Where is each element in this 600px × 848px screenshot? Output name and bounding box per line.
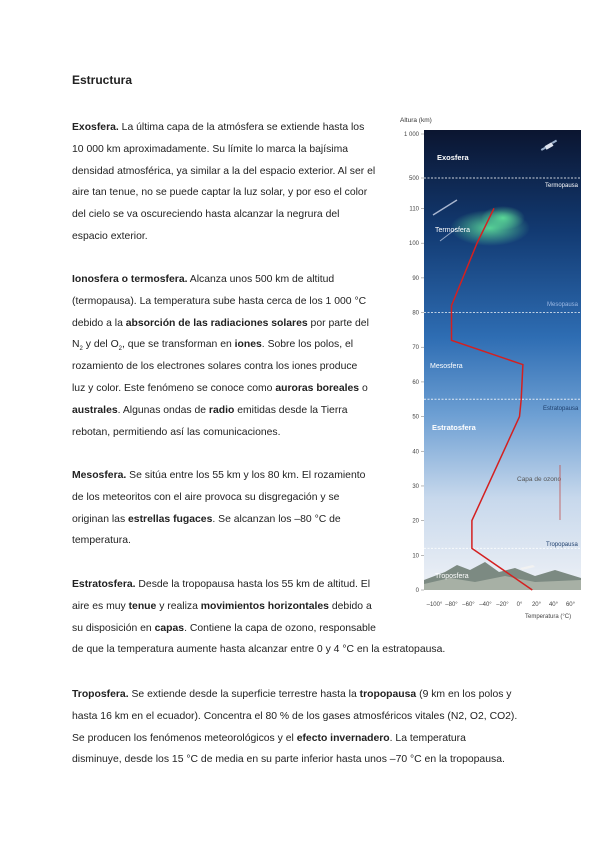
subscript: 2 [79,346,83,353]
bold-term: tenue [128,600,157,612]
text-segment: , que se transforman en [122,339,235,351]
text-segment: Se extiende desde la superficie terrestre hasta la [128,689,360,700]
text-segment: Alcanza unos 500 km de altitud [187,274,335,285]
label-estratopausa: Estratopausa [543,406,579,412]
text-segment: . Algunas ondas de [117,404,209,416]
x-tick-label: 40° [548,602,559,608]
text-line [72,400,369,422]
subscript: 2 [118,346,123,353]
y-tick-label: 0 [415,588,419,594]
text-segment: emitidas desde la Tierra [234,404,348,416]
y-ticks [404,132,424,594]
text-line [72,334,369,356]
bold-term: capas [154,622,185,634]
y-tick-label: 80 [412,310,419,317]
text-line [72,378,369,400]
x-tick-label: 60° [565,602,576,608]
y-tick-label: 70 [412,345,419,352]
text-segment: debido a la [72,317,126,329]
text-line: disminuye, desde los 15 °C de media en su parte inferior hasta unos –70 °C en la tropopausa. [72,754,505,766]
text-line [72,117,375,139]
text-segment: (9 km en los polos y [416,689,512,700]
term-ionosfera: Ionosfera o termosfera. [72,274,188,285]
text-line [72,465,365,487]
text-segment: debido a [328,600,372,612]
y-tick-label: 1 000 [403,132,419,138]
label-estratosfera: Estratosfera [432,423,476,432]
text-segment: o [359,382,368,394]
y-tick-label: 40 [412,449,419,456]
bold-term: tropopausa [359,689,417,700]
x-tick-label: –60° [462,602,475,608]
paragraph-troposfera [72,684,517,771]
text-segment: y realiza [156,600,201,612]
text-segment: luz y color. Este fenómeno se conoce como [72,382,276,394]
text-segment: . La temperatura [389,732,466,744]
aurora-glow [481,206,525,230]
text-line: rozamiento de los electrones solares contra los iones produce [72,361,358,373]
bold-term: efecto invernadero [296,732,390,744]
term-estratosfera: Estratosfera. [72,579,136,590]
text-line: (termopausa). La temperatura sube hasta cerca de los 1 000 °C [72,295,367,307]
text-line: del cielo se va oscureciendo hasta alcanzar la negrura del [72,209,340,221]
text-line: densidad atmosférica, ya similar a la del espacio exterior. Al ser el [72,165,376,177]
text-segment: Se producen los fenómenos meteorológicos y el [72,732,297,744]
x-tick-label: –40° [479,602,492,608]
bold-term: radio [208,404,235,416]
label-tropopausa: Tropopausa [546,542,578,548]
x-tick-label: 20° [531,602,542,608]
text-line: de que la temperatura aumente hasta alcanzar entre 0 y 4 °C en la estratopausa. [72,644,446,656]
text-line [72,596,445,618]
text-segment: . Sobre los polos, el [261,339,354,351]
y-tick-label: 90 [412,275,419,282]
bold-term: australes [72,404,118,416]
text-line [72,618,445,640]
y-tick-label: 500 [408,176,419,182]
label-troposfera: Troposfera [435,573,469,580]
paragraph-ionosfera [72,269,369,443]
text-line: 10 000 km aproximadamente. Su límite lo marca la bajísima [72,143,349,155]
text-line: hasta 16 km en el ecuador). Concentra el 80 % de los gases atmosféricos vitales (N2, O2, CO2). [72,710,518,722]
text-segment: . Se alcanzan los –80 °C de [212,513,341,525]
x-axis-label: Temperatura (°C) [525,614,572,620]
label-exosfera: Exosfera [437,153,469,162]
text-line: de los meteoritos con el aire provoca su disgregación y se [72,491,340,503]
term-exosfera: Exosfera. [72,122,119,133]
x-tick-label: –20° [496,602,509,608]
page-heading: Estructura [72,73,133,87]
text-line [72,269,369,291]
text-line [72,684,517,706]
text-segment: originan las [72,513,129,525]
bold-term: iones [234,339,262,351]
text-segment: Se sitúa entre los 55 km y los 80 km. El rozamiento [126,470,366,481]
text-line [72,728,517,750]
x-tick-label: –80° [445,602,458,608]
text-segment: por parte del [307,317,369,329]
y-tick-label: 100 [408,241,419,248]
text-segment: aire es muy [72,600,129,612]
label-capa-ozono: Capa de ozono [517,476,562,483]
text-segment: N [72,339,80,351]
text-segment: su disposición en [72,622,155,634]
term-mesosfera: Mesosfera. [72,470,127,481]
y-tick-label: 20 [412,518,419,525]
atmosphere-diagram [395,110,585,625]
y-tick-label: 30 [412,483,419,490]
text-line: espacio exterior. [72,230,148,242]
text-segment: Desde la tropopausa hasta los 55 km de altitud. El [135,579,371,590]
x-ticks [427,602,576,608]
y-tick-label: 50 [412,414,419,421]
text-line: aire tan tenue, no se puede captar la luz solar, y por eso el color [72,187,368,199]
bold-term: estrellas fugaces [128,513,213,525]
label-termosfera: Termosfera [435,227,471,234]
paragraph-estratosfera [72,574,445,661]
bold-term: movimientos horizontales [200,600,329,612]
y-tick-label: 10 [412,553,419,560]
bold-term: auroras boreales [275,382,360,394]
text-segment: La última capa de la atmósfera se extiende hasta los [118,122,365,133]
text-segment: . Contiene la capa de ozono, responsable [184,622,376,634]
y-axis-label: Altura (km) [400,117,432,124]
bold-term: absorción de las radiaciones solares [125,317,308,329]
y-tick-label: 110 [409,206,419,213]
text-segment: y del O [82,339,119,351]
term-troposfera: Troposfera. [72,689,129,700]
sky-background [424,130,581,590]
text-line: rebotan, permitiendo así las comunicaciones. [72,426,281,438]
label-mesopausa: Mesopausa [547,302,579,308]
text-line [72,574,445,596]
atmosphere-figure [395,110,585,625]
y-tick-label: 60 [412,379,419,386]
label-mesosfera: Mesosfera [430,363,463,370]
x-tick-label: –100° [426,602,443,608]
paragraph-mesosfera [72,465,365,552]
x-tick-label: 0° [516,602,523,608]
text-line: temperatura. [72,535,131,547]
text-line [72,313,369,335]
text-line [72,509,365,531]
label-termopausa: Termopausa [545,183,579,189]
paragraph-exosfera [72,117,375,248]
